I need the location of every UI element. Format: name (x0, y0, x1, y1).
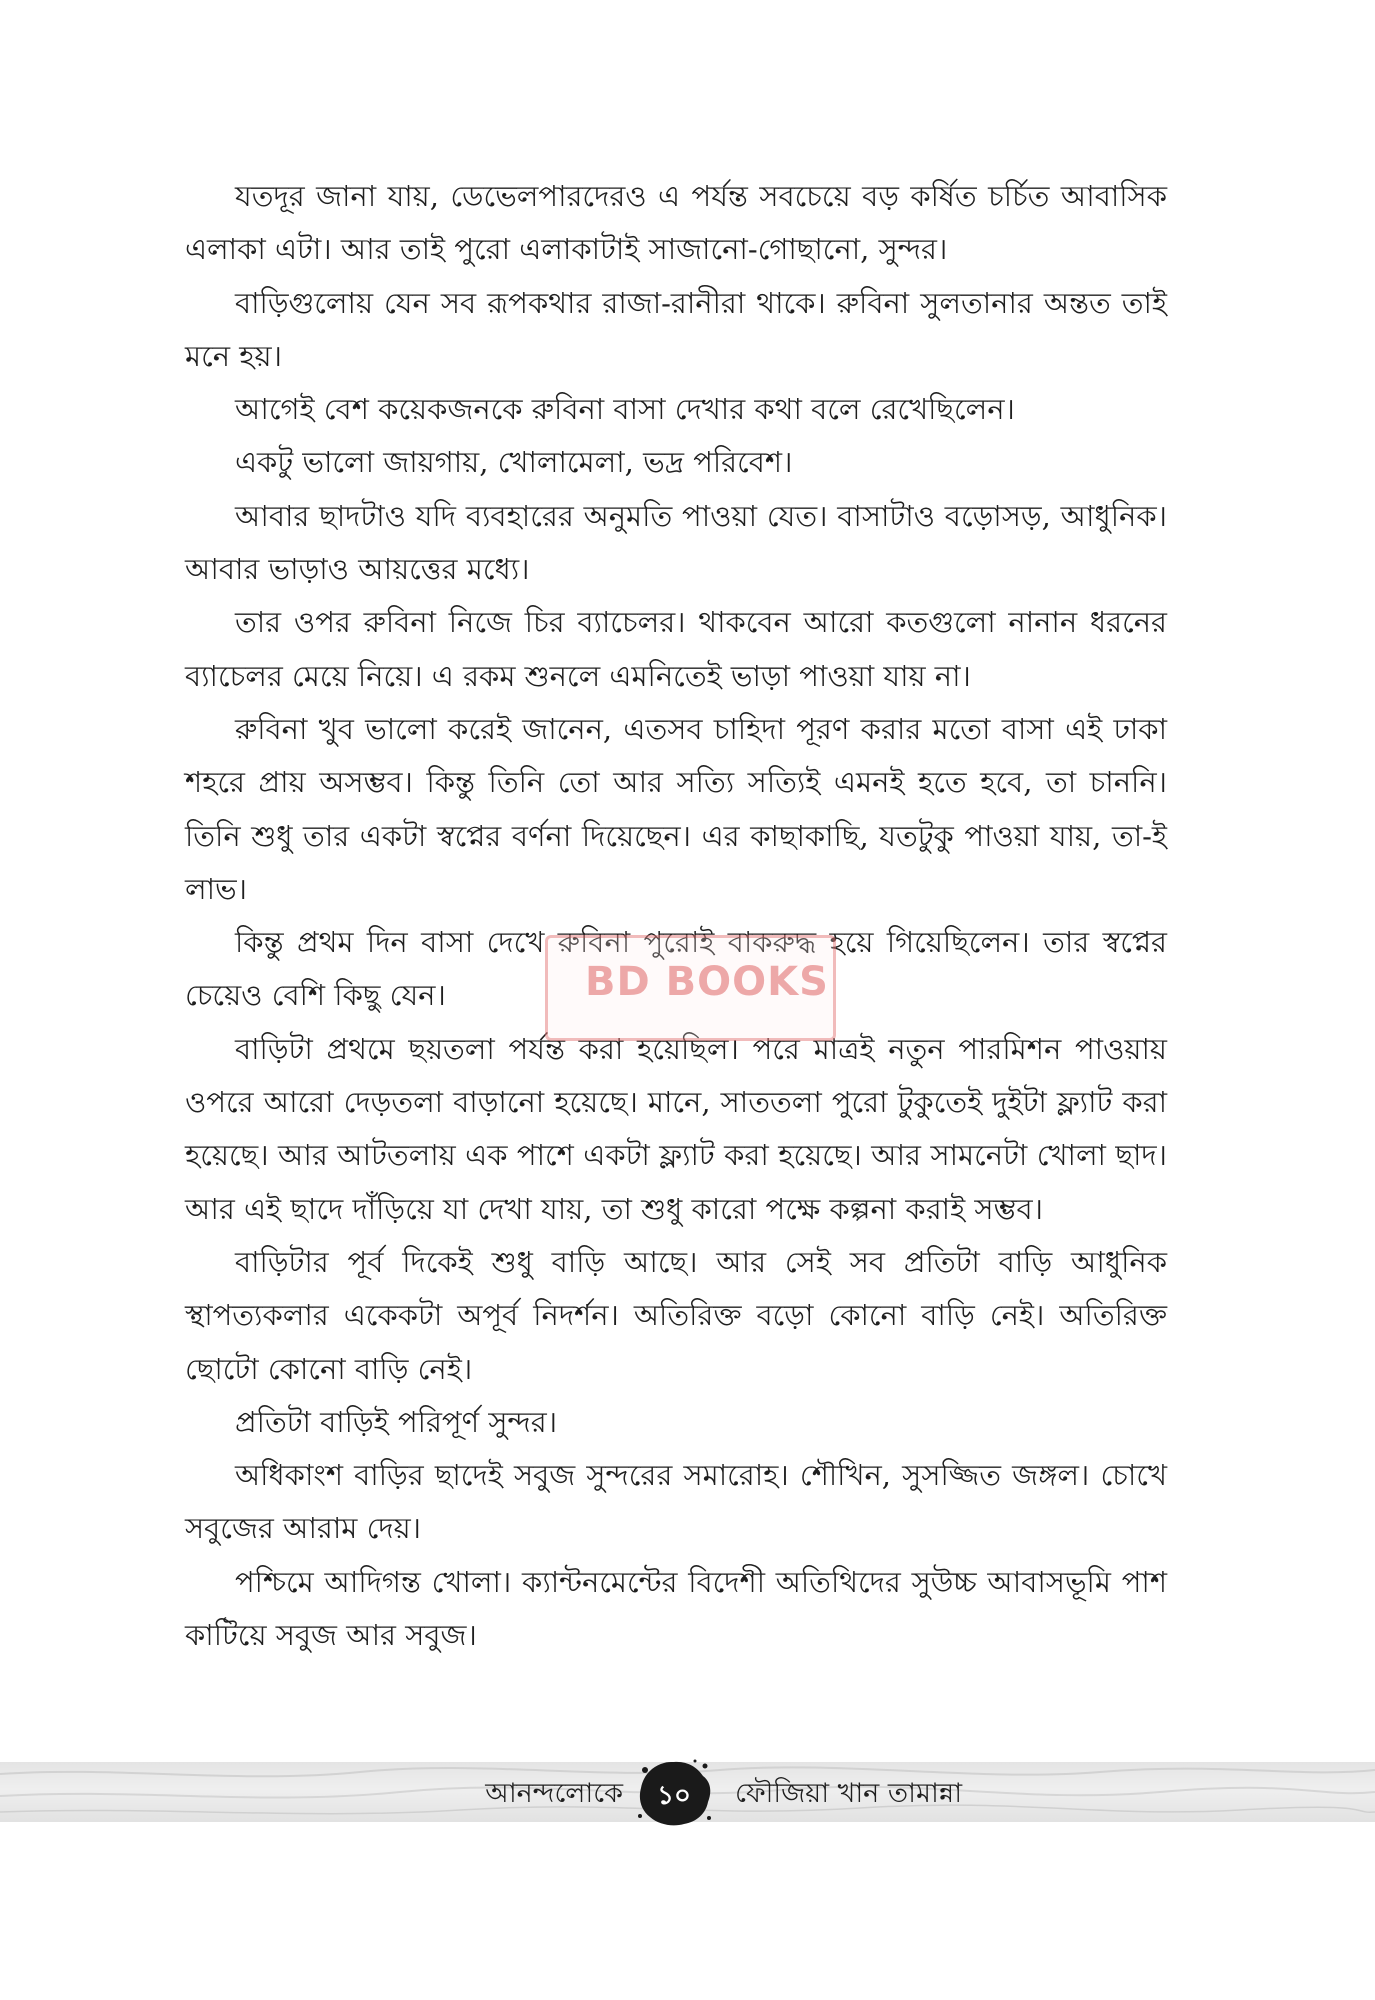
paragraph: বাড়িগুলোয় যেন সব রূপকথার রাজা-রানীরা থাকে। রুবিনা সুলতানার অন্তত তাই মনে হয়। (185, 285, 1167, 373)
page-number: ১০ (657, 1781, 691, 1811)
paragraph: যতদূর জানা যায়, ডেভেলপারদেরও এ পর্যন্ত সবচেয়ে বড় কর্ষিত চর্চিত আবাসিক এলাকা এটা। আর তাই পুরো এলাকাটাই সাজানো-গোছানো, সুন্দর। (185, 179, 1167, 267)
paragraph: বাড়িটার পূর্ব দিকেই শুধু বাড়ি আছে। আর সেই সব প্রতিটা বাড়ি আধুনিক স্থাপত্যকলার একেকটা অপূর্ব নিদর্শন। অতিরিক্ত বড়ো কোনো বাড়ি নেই। অতিরিক্ত ছোটো কোনো বাড়ি নেই। (185, 1244, 1167, 1386)
paragraph: আগেই বেশ কয়েকজনকে রুবিনা বাসা দেখার কথা বলে রেখেছিলেন। (235, 392, 1015, 427)
paragraph: প্রতিটা বাড়িই পরিপূর্ণ সুন্দর। (235, 1404, 558, 1439)
body-text (185, 170, 1167, 1662)
paragraph: পশ্চিমে আদিগন্ত খোলা। ক্যান্টনমেন্টের বিদেশী অতিথিদের সুউচ্চ আবাসভূমি পাশ কাটিয়ে সবুজ আর সবুজ। (185, 1564, 1167, 1653)
footer-book-title: আনন্দলোকে (485, 1778, 623, 1809)
paragraph: আবার ছাদটাও যদি ব্যবহারের অনুমতি পাওয়া যেত। বাসাটাও বড়োসড়, আধুনিক। আবার ভাড়াও আয়ত্তের মধ্যে। (185, 498, 1167, 587)
paragraph: বাড়িটা প্রথমে ছয়তলা পর্যন্ত করা হয়েছিল। পরে মাত্রই নতুন পারমিশন পাওয়ায় ওপরে আরো দেড়তলা বাড়ানো হয়েছে। মানে, সাততলা পুরো টুকুতেই দুইটা ফ্ল্যাট করা হয়েছে। আর আটতলায় এক পাশে একটা ফ্ল্যাট করা হয়েছে। আর সামনেটা খোলা ছাদ। আর এই ছাদে দাঁড়িয়ে যা দেখা যায়, তা শুধু কারো পক্ষে কল্পনা করাই সম্ভব। (185, 1031, 1167, 1226)
paragraph: অধিকাংশ বাড়ির ছাদেই সবুজ সুন্দরের সমারোহ। শৌখিন, সুসজ্জিত জঙ্গল। চোখে সবুজের আরাম দেয়। (185, 1458, 1167, 1546)
paragraph: রুবিনা খুব ভালো করেই জানেন, এতসব চাহিদা পূরণ করার মতো বাসা এই ঢাকা শহরে প্রায় অসম্ভব। কিন্তু তিনি তো আর সত্যি সত্যিই এমনই হতে হবে, তা চাননি। তিনি শুধু তার একটা স্বপ্নের বর্ণনা দিয়েছেন। এর কাছাকাছি, যতটুকু পাওয়া যায়, তা-ই লাভ। (185, 711, 1167, 906)
paragraph: তার ওপর রুবিনা নিজে চির ব্যাচেলর। থাকবেন আরো কতগুলো নানান ধরনের ব্যাচেলর মেয়ে নিয়ে। এ রকম শুনলে এমনিতেই ভাড়া পাওয়া যায় না। (185, 605, 1167, 693)
footer-author: ফৌজিয়া খান তামান্না (735, 1778, 963, 1809)
paragraph: কিন্তু প্রথম দিন বাসা দেখে রুবিনা পুরোই বাকরুদ্ধ হয়ে গিয়েছিলেন। তার স্বপ্নের চেয়েও বেশি কিছু যেন। (185, 925, 1167, 1013)
watermark-text: BD BOOKS (585, 959, 829, 1005)
page-number-badge (635, 1758, 713, 1828)
paragraph: একটু ভালো জায়গায়, খোলামেলা, ভদ্র পরিবেশ। (235, 445, 793, 480)
